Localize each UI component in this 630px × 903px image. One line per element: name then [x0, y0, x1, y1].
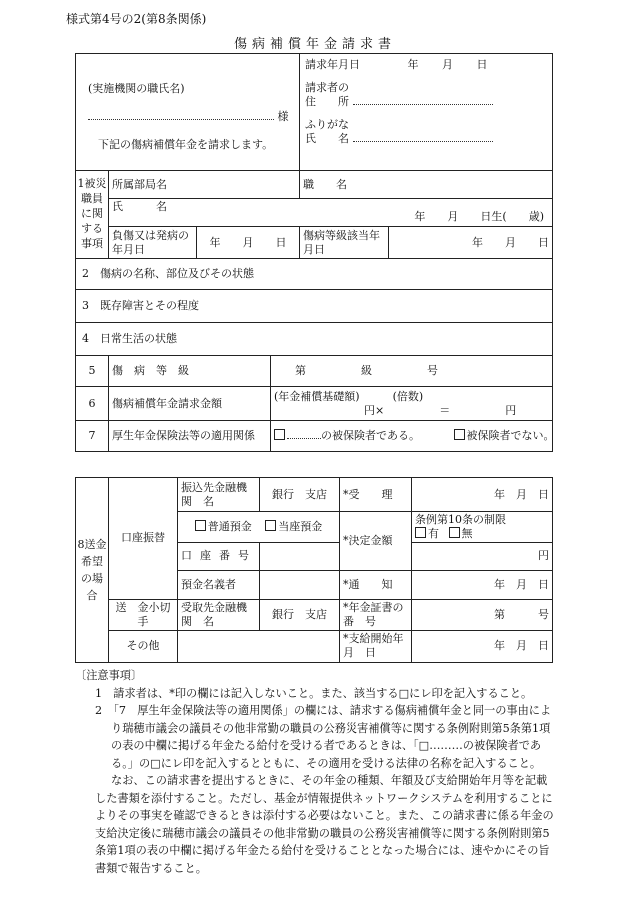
account-number-label: 口座番号: [178, 542, 260, 570]
section6-header: (年金補償基礎額) (倍数): [274, 389, 424, 403]
section6-label: 傷病補償年金請求金額: [109, 387, 271, 421]
month-unit: 月: [442, 58, 453, 71]
dept-label[interactable]: 所属部局名: [109, 171, 300, 199]
note-item-1: 1 請求者は、*印の欄には記入しないこと。また、該当する□にレ印を記入すること。: [95, 686, 533, 700]
note-item-2: 2 「7 厚生年金保険法等の適用関係」の欄には、請求する傷病補償年金と同一の事由により瑞穂市議会の議員その他非常勤の職員の公務災害補償等に関する条例附則第5条第1項の表の中欄に掲げる年金たる給付を受ける者であるときは、「□………の被保険者である。」の□にレ印を記入するとともに、その適用を受ける法律の名称を記入すること。: [95, 704, 552, 770]
received-date: 年 月 日: [412, 478, 553, 512]
section6-formula: 円× ＝ 円: [364, 403, 517, 417]
insured-checkbox[interactable]: [274, 429, 285, 440]
grade-date-value[interactable]: 年 月 日: [389, 227, 553, 259]
agency-name-field[interactable]: [88, 119, 274, 120]
claimant-name-label: 氏 名: [305, 132, 349, 145]
remittance-side-label: 8送金希望の場合: [76, 478, 109, 663]
person-name-label: 氏 名: [112, 200, 167, 213]
section7-num: 7: [76, 421, 109, 452]
section5-label: 傷 病 等 級: [109, 356, 271, 387]
section7-value-cell: [271, 421, 553, 452]
honorific: 様: [277, 109, 289, 123]
section3-row[interactable]: 3 既存障害とその程度: [76, 290, 553, 323]
limit-yes-label: 有: [428, 526, 439, 540]
limit-yes-checkbox[interactable]: [415, 527, 426, 538]
payment-start-label: *支給開始年 月 日: [340, 630, 412, 662]
receive-branch-field[interactable]: 銀行 支店: [260, 599, 340, 630]
notes-section: [75, 667, 555, 877]
agency-label: (実施機関の職氏名): [88, 82, 185, 95]
limit-no-checkbox[interactable]: [449, 527, 460, 538]
account-number-field[interactable]: [260, 542, 340, 570]
form-title: 傷病補償年金請求書: [233, 37, 396, 52]
notified-date: 年 月 日: [412, 570, 553, 599]
furigana-label: ふりがな: [305, 118, 349, 132]
section7-label: 厚生年金保険法等の適用関係: [109, 421, 271, 452]
form-id: 様式第4号の2(第8条関係): [66, 12, 207, 26]
ordinance-cell: [412, 512, 553, 543]
address-field[interactable]: [353, 104, 493, 105]
request-sentence: 下記の傷病補償年金を請求します。: [98, 137, 274, 151]
certificate-number-label: *年金証書の 番 号: [340, 599, 412, 630]
account-type-cell: [178, 512, 340, 543]
other-field[interactable]: [178, 630, 340, 662]
ordinary-deposit-label: 普通預金: [207, 519, 252, 533]
section1-side-label: 1被災職員に関する事項: [76, 171, 109, 259]
post-label[interactable]: 職 名: [300, 171, 553, 199]
addressee-cell: [76, 54, 300, 171]
ordinary-deposit-checkbox[interactable]: [195, 520, 206, 531]
account-transfer-label: 口座振替: [109, 478, 178, 600]
birth-date: 年 月 日生( 歳): [414, 210, 544, 224]
other-label: その他: [109, 630, 178, 662]
section5-num: 5: [76, 356, 109, 387]
section6-num: 6: [76, 387, 109, 421]
received-label: *受 理: [340, 478, 412, 512]
limit-no-label: 無: [461, 526, 473, 540]
decided-amount-yen: 円: [412, 542, 553, 570]
notes-heading: 〔注意事項〕: [75, 669, 143, 682]
grade-date-label: 傷病等級該当年月日: [300, 227, 389, 259]
payment-start-date: 年 月 日: [412, 630, 553, 662]
injury-date-value[interactable]: 年 月 日: [197, 227, 300, 259]
insured-option-label: の被保険者である。: [321, 429, 420, 443]
main-form-table: [75, 53, 553, 452]
year-unit: 年: [407, 58, 419, 71]
remittance-table: [75, 477, 553, 663]
current-deposit-label: 当座預金: [278, 519, 323, 533]
person-name-cell[interactable]: [109, 199, 553, 227]
account-holder-field[interactable]: [260, 570, 340, 599]
section2-row[interactable]: 2 傷病の名称、部位及びその状態: [76, 259, 553, 290]
section5-value[interactable]: 第 級 号: [271, 356, 553, 387]
ordinance-label: 条例第10条の制限: [415, 513, 506, 526]
section4-row[interactable]: 4 日常生活の状態: [76, 323, 553, 356]
bank-label: 振込先金融機 関 名: [178, 478, 260, 512]
current-deposit-checkbox[interactable]: [265, 520, 276, 531]
decided-amount-label: *決定金額: [340, 512, 412, 571]
injury-date-label: 負傷又は発病の年月日: [109, 227, 197, 259]
account-holder-label: 預金名義者: [178, 570, 260, 599]
address-label: 住 所: [305, 94, 349, 108]
day-unit: 日: [476, 58, 488, 71]
certificate-number: 第 号: [412, 599, 553, 630]
request-date-label: 請求年月日: [305, 58, 360, 71]
note-paragraph: なお、この請求書を提出するときに、その年金の種類、年額及び支給開始年月等を記載した書類を添付すること。ただし、基金が情報提供ネットワークシステムを利用することによりその事実を確認できるときは添付する必要はないこと。また、この請求書に係る年金の支給決定後に瑞穂市議会の議員その他非常勤の職員の公務災害補償等に関する条例附則第5条第1項の表の中欄に掲げる年金たる給付を受けることとなった場合には、速やかにその旨書類で報告すること。: [95, 774, 554, 875]
not-insured-option-label: 被保険者でない。: [466, 429, 555, 443]
insurance-law-field[interactable]: [287, 438, 321, 439]
section6-value-cell[interactable]: [271, 387, 553, 421]
bank-branch-field[interactable]: 銀行 支店: [260, 478, 340, 512]
claimant-cell: [300, 54, 553, 171]
claimant-label: 請求者の: [305, 80, 349, 94]
receive-bank-label: 受取先金融機 関 名: [178, 599, 260, 630]
notified-label: *通 知: [340, 570, 412, 599]
claimant-name-field[interactable]: [353, 141, 493, 142]
check-label: 送 金小切手: [109, 599, 178, 630]
not-insured-checkbox[interactable]: [454, 429, 465, 440]
